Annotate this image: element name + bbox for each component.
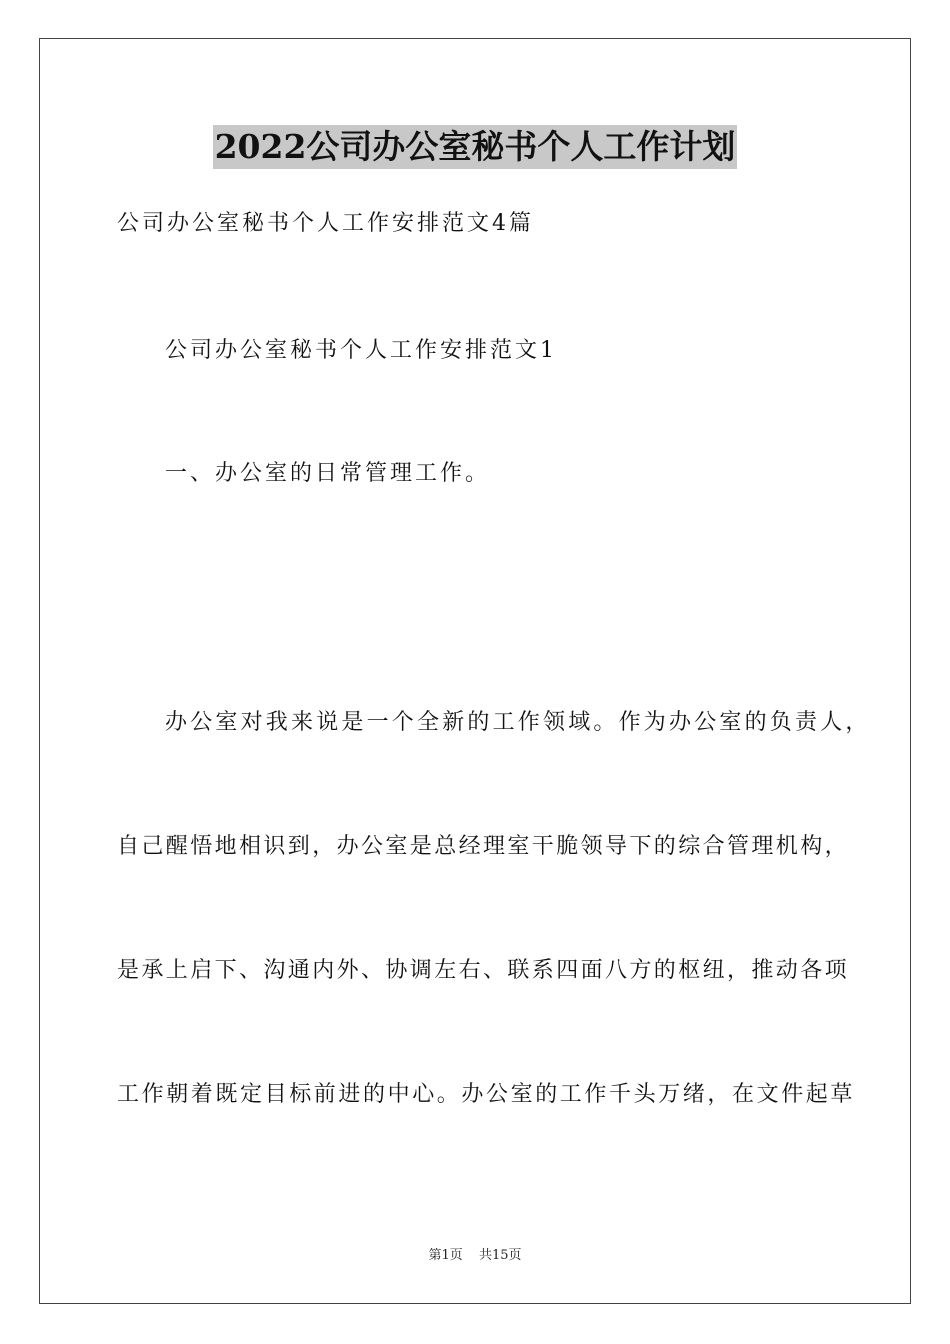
item-heading: 一、办公室的日常管理工作。: [165, 461, 491, 486]
body-line: 是承上启下、沟通内外、协调左右、联系四面八方的枢纽，推动各项: [117, 958, 850, 983]
total-pages: 共15页: [478, 1248, 522, 1263]
document-subtitle: 公司办公室秘书个人工作安排范文4篇: [117, 211, 534, 236]
page-footer: [0, 1247, 950, 1265]
body-line: 办公室对我来说是一个全新的工作领域。作为办公室的负责人，: [165, 710, 871, 735]
title-container: [0, 125, 950, 169]
body-line: 工作朝着既定目标前进的中心。办公室的工作千头万绪，在文件起草: [117, 1082, 856, 1107]
document-title: 2022公司办公室秘书个人工作计划: [213, 125, 738, 169]
body-line: 自己醒悟地相识到，办公室是总经理室干脆领导下的综合管理机构，: [117, 834, 850, 859]
page-number: 第1页: [428, 1248, 463, 1263]
section-heading: 公司办公室秘书个人工作安排范文1: [165, 338, 557, 363]
